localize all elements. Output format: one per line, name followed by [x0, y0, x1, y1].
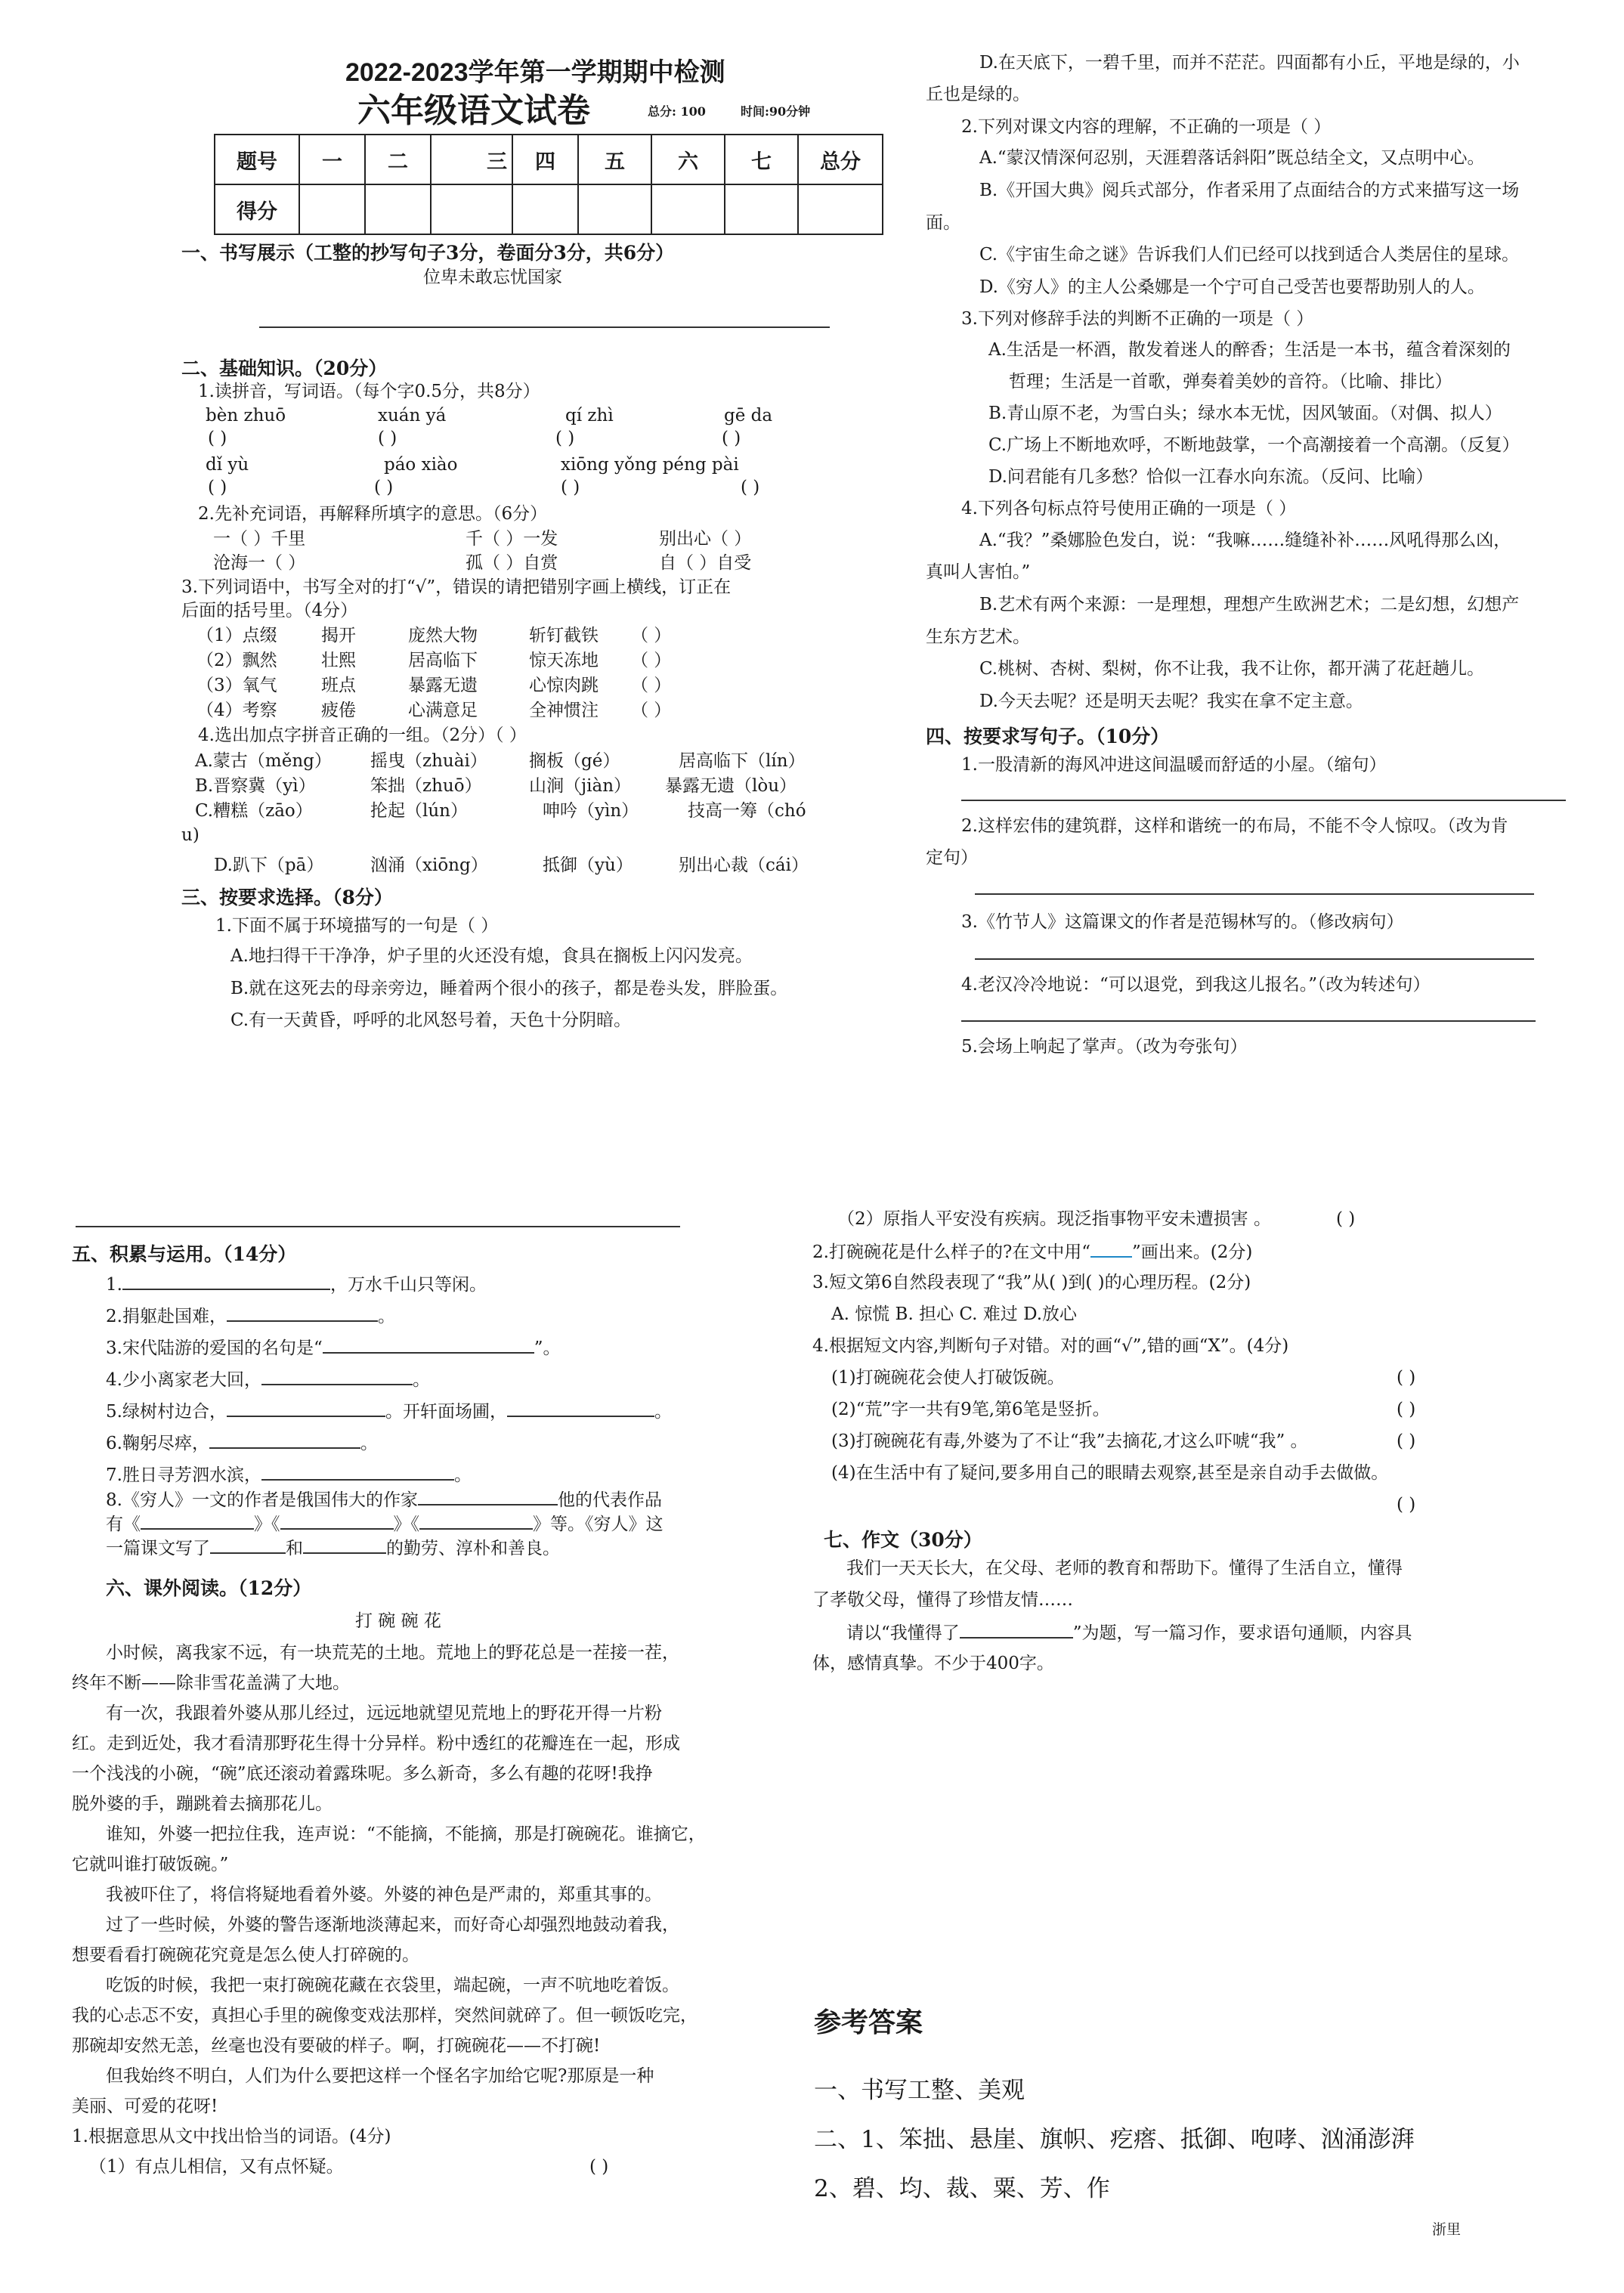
- answer-paren[interactable]: ( ): [208, 478, 227, 497]
- passage-line: 一个浅浅的小碗，“碗”底还滚动着露珠呢。多么新奇，多么有趣的花呀!我挣: [72, 1764, 653, 1784]
- option-item: 技高一筹（chó: [688, 801, 806, 821]
- essay-prompt-line: [846, 1620, 1412, 1645]
- table-cell: 得分: [215, 184, 299, 234]
- question-6-3: 3.短文第6自然段表现了“我”从( )到( )的心理历程。(2分): [812, 1273, 1251, 1292]
- score-cell[interactable]: [299, 184, 365, 234]
- judge-item: (1)打碗碗花会使人打破饭碗。: [831, 1368, 1065, 1388]
- judge-item: (4)在生活中有了疑问,要多用自己的眼睛去观察,甚至是亲自动手去做做。: [831, 1463, 1389, 1483]
- passage-line: 红。走到近处，我才看清那野花生得十分异样。粉中透红的花瓣连在一起，形成: [72, 1734, 680, 1753]
- score-table-header-row: [215, 135, 883, 184]
- question-4-5: 5.会场上响起了掌声。（改为夸张句）: [961, 1037, 1248, 1057]
- fill-blank[interactable]: [280, 1512, 394, 1530]
- option-item: 别出心裁（cái）: [679, 856, 809, 875]
- question-text: 2.打碗碗花是什么样子的?在文中用“: [812, 1242, 1091, 1262]
- option-item-cont: u): [181, 825, 200, 845]
- idiom-blank[interactable]: 一（ ）千里: [213, 529, 306, 549]
- fill-text: 3.宋代陆游的爱国的名句是“: [106, 1338, 323, 1358]
- fill-text: 。: [377, 1307, 395, 1326]
- fill-blank[interactable]: [1090, 1239, 1132, 1258]
- passage-line: 我的心忐忑不安，真担心手里的碗像变戏法那样，突然间就碎了。但一顿饭吃完，: [72, 2006, 698, 2025]
- option-item: 山涧（jiàn）: [529, 776, 632, 796]
- idiom-blank[interactable]: 别出心（ ）: [659, 529, 752, 549]
- word-item: 班点: [321, 676, 356, 695]
- answer-paren[interactable]: ( ): [1397, 1368, 1416, 1388]
- word-item: （1）点缀: [196, 626, 277, 645]
- option-item: B.青山原不老，为雪白头；绿水本无忧，因风皱面。（对偶、拟人）: [988, 404, 1502, 423]
- essay-title-blank[interactable]: [960, 1620, 1073, 1639]
- answer-line-3: 2、碧、均、裁、粟、芳、作: [814, 2175, 1110, 2202]
- section-7-heading: 七、作文（30分）: [824, 1529, 982, 1551]
- question-3-3: 3.下列对修辞手法的判断不正确的一项是（ ）: [961, 309, 1314, 329]
- judge-item: (2)“荒”字一共有9笔,第6笔是竖折。: [831, 1400, 1110, 1419]
- option-item: A.“我？”桑娜脸色发白，说：“我嘛……缝缝补补……风吼得那么凶，: [979, 531, 1511, 550]
- word-item: 斩钉截铁: [529, 626, 599, 645]
- answer-paren[interactable]: ( ): [722, 429, 741, 448]
- question-6-1-2: （2）原指人平安没有疾病。现泛指事物平安未遭损害 。: [837, 1209, 1271, 1229]
- fill-blank[interactable]: [209, 1431, 360, 1449]
- option-item: D.趴下（pā）: [214, 856, 324, 875]
- answer-line[interactable]: [961, 1020, 1536, 1022]
- fill-text: 8.《穷人》一文的作者是俄国伟大的作家: [106, 1490, 418, 1510]
- section-4-heading: 四、按要求写句子。（10分）: [926, 726, 1170, 747]
- fill-text: 一篇课文写了: [106, 1539, 210, 1558]
- word-item: 暴露无遗: [408, 676, 478, 695]
- option-item: 搁板（gé）: [529, 751, 620, 771]
- question-6-2: [812, 1239, 1252, 1264]
- option-item: 暴露无遗（lòu）: [665, 776, 797, 796]
- answer-paren[interactable]: （ ）: [631, 701, 672, 720]
- fill-text: 。开轩面场圃，: [385, 1402, 507, 1422]
- option-item: C.有一天黄昏，呼呼的北风怒号着，天色十分阴暗。: [230, 1010, 632, 1030]
- option-item-cont: 丘也是绿的。: [926, 85, 1030, 104]
- passage-title: 打 碗 碗 花: [355, 1611, 441, 1631]
- option-item: B.艺术有两个来源：一是理想，理想产生欧洲艺术；二是幻想，幻想产: [979, 595, 1520, 614]
- fill-line: [106, 1335, 560, 1360]
- option-item: B.《开国大典》阅兵式部分，作者采用了点面结合的方式来描写这一场: [979, 181, 1520, 200]
- answer-line[interactable]: [961, 800, 1566, 801]
- passage-line: 终年不断——除非雪花盖满了大地。: [72, 1673, 350, 1693]
- answer-paren[interactable]: ( ): [589, 2157, 609, 2177]
- fill-blank[interactable]: [507, 1399, 654, 1417]
- question-2-2: 2.先补充词语，再解释所填字的意思。（6分）: [198, 504, 548, 524]
- idiom-blank[interactable]: 沧海一（ ）: [213, 553, 306, 573]
- table-cell: 总分: [798, 135, 883, 184]
- passage-line: 过了一些时候，外婆的警告逐渐地淡薄起来，而好奇心却强烈地鼓动着我，: [106, 1915, 679, 1935]
- fill-blank[interactable]: [418, 1487, 558, 1505]
- question-6-1: 1.根据意思从文中找出恰当的词语。(4分): [72, 2127, 391, 2146]
- pinyin: páo xiào: [384, 455, 458, 475]
- option-item: A.地扫得干干净净，炉子里的火还没有熄，食具在搁板上闪闪发亮。: [230, 946, 753, 966]
- total-score: 总分: 100: [648, 104, 706, 119]
- section-3-heading: 三、按要求选择。（8分）: [181, 887, 393, 908]
- answer-paren[interactable]: （ ）: [631, 676, 672, 695]
- fill-text: ”。: [534, 1338, 561, 1358]
- passage-line: 小时候，离我家不远，有一块荒芜的土地。荒地上的野花总是一茬接一茬，: [106, 1643, 679, 1663]
- option-item: C.桃树、杏树、梨树，你不让我，我不让你，都开满了花赶趟儿。: [979, 659, 1485, 679]
- table-cell: 三: [431, 135, 512, 184]
- answer-paren[interactable]: ( ): [1397, 1495, 1416, 1515]
- option-item-cont: 哲理；生活是一首歌，弹奏着美妙的音符。（比喻、排比）: [1009, 372, 1452, 391]
- question-4-4: 4.老汉冷冷地说：“可以退党，到我这儿报名。”（改为转述句）: [961, 975, 1431, 995]
- pinyin: xuán yá: [378, 406, 447, 425]
- option-item: 抡起（lún）: [370, 801, 468, 821]
- word-item: 惊天冻地: [529, 651, 599, 670]
- fill-line: [106, 1431, 378, 1455]
- table-cell: 四: [512, 135, 578, 184]
- table-cell: 六: [651, 135, 725, 184]
- pinyin: dǐ yù: [206, 455, 249, 475]
- section-6-heading: 六、课外阅读。（12分）: [106, 1577, 312, 1599]
- score-table-score-row: [215, 184, 883, 234]
- idiom-blank[interactable]: 千（ ）一发: [466, 529, 558, 549]
- word-item: 疲倦: [321, 701, 356, 720]
- fill-text: 1.: [106, 1275, 122, 1295]
- fill-text: 和: [286, 1539, 303, 1558]
- word-item: 居高临下: [408, 651, 478, 670]
- essay-prompt-line: 了孝敬父母，懂得了珍惜友情……: [812, 1590, 1073, 1610]
- fill-line: [106, 1536, 560, 1560]
- option-item: 笨拙（zhuō）: [370, 776, 482, 796]
- question-4-1: 1.一股清新的海风冲进这间温暖而舒适的小屋。（缩句）: [961, 755, 1387, 775]
- question-3-4: 4.下列各句标点符号使用正确的一项是（ ）: [961, 499, 1297, 518]
- answer-paren[interactable]: ( ): [741, 478, 760, 497]
- fill-text: 》《: [393, 1515, 419, 1534]
- fill-text: 4.少小离家老大回，: [106, 1370, 261, 1390]
- option-item: 呻吟（yìn）: [543, 801, 639, 821]
- judge-item: (3)打碗碗花有毒,外婆为了不让“我”去摘花,才这么吓唬“我” 。: [831, 1431, 1308, 1451]
- option-item: D.今天去呢？还是明天去呢？我实在拿不定主意。: [979, 692, 1363, 711]
- option-item-cont: 面。: [926, 213, 960, 233]
- fill-text: ，万水千山只等闲。: [329, 1275, 487, 1295]
- passage-line: 我被吓住了，将信将疑地看着外婆。外婆的神色是严肃的，郑重其事的。: [106, 1885, 662, 1905]
- score-cell[interactable]: [512, 184, 578, 234]
- table-cell: 一: [299, 135, 365, 184]
- question-2-4: 4.选出加点字拼音正确的一组。（2分）（ ）: [198, 726, 527, 745]
- question-3-1: 1.下面不属于环境描写的一句是（ ）: [215, 916, 499, 936]
- fill-blank[interactable]: [303, 1536, 386, 1554]
- word-item: （3）氧气: [196, 676, 277, 695]
- score-cell[interactable]: [431, 184, 512, 234]
- option-item: B.就在这死去的母亲旁边，睡着两个很小的孩子，都是卷头发，胖脸蛋。: [230, 979, 788, 998]
- essay-prompt-text: 请以“我懂得了: [846, 1623, 960, 1643]
- passage-line: 美丽、可爱的花呀!: [72, 2097, 218, 2116]
- pinyin: xiōng yǒng péng pài: [561, 455, 739, 475]
- option-item: D.在天底下，一碧千里，而并不茫茫。四面都有小丘，平地是绿的，小: [979, 53, 1520, 73]
- answer-paren[interactable]: ( ): [555, 429, 575, 448]
- answer-paren[interactable]: ( ): [1397, 1400, 1416, 1419]
- fill-text: 7.胜日寻芳泗水滨，: [106, 1465, 261, 1485]
- fill-blank[interactable]: [227, 1304, 378, 1322]
- word-item: 庞然大物: [408, 626, 478, 645]
- fill-text: 》《: [254, 1515, 280, 1534]
- option-item: A.蒙古（měng）: [195, 751, 332, 771]
- question-6-4: 4.根据短文内容,判断句子对错。对的画“√”,错的画“X”。(4分): [812, 1336, 1289, 1356]
- copy-answer-line[interactable]: [259, 326, 830, 328]
- option-item: B.晋察冀（yì）: [195, 776, 316, 796]
- fill-text: 。: [412, 1370, 430, 1390]
- answer-line[interactable]: [975, 958, 1534, 960]
- fill-text: 》等。《穷人》这: [533, 1515, 664, 1534]
- word-item: 心惊肉跳: [529, 676, 599, 695]
- section-2-heading: 二、基础知识。（20分）: [181, 357, 388, 379]
- fill-text: 。: [360, 1434, 378, 1453]
- passage-line: 脱外婆的手，蹦跳着去摘那花儿。: [72, 1794, 333, 1814]
- score-cell[interactable]: [578, 184, 651, 234]
- answer-paren[interactable]: ( ): [1397, 1431, 1416, 1451]
- fill-blank[interactable]: [122, 1272, 330, 1290]
- pinyin: qí zhì: [565, 406, 614, 425]
- option-item: C.糟糕（zāo）: [195, 801, 313, 821]
- option-item: 抵御（yù）: [543, 856, 633, 875]
- fill-line: [106, 1272, 487, 1296]
- idiom-blank[interactable]: 自（ ）自受: [659, 553, 752, 573]
- option-item: A.生活是一杯酒，散发着迷人的醉香；生活是一本书，蕴含着深刻的: [988, 340, 1511, 360]
- answer-paren[interactable]: （ ）: [631, 626, 672, 645]
- answer-line[interactable]: [76, 1226, 680, 1227]
- score-table: [214, 134, 883, 235]
- question-2-3-cont: 后面的括号里。（4分）: [181, 601, 358, 620]
- word-item: 揭开: [321, 626, 356, 645]
- question-6-1-1: （1）有点儿相信，又有点怀疑。: [89, 2157, 344, 2177]
- table-cell: 五: [578, 135, 651, 184]
- answer-paren[interactable]: ( ): [1336, 1209, 1356, 1229]
- fill-line: [106, 1512, 664, 1536]
- option-item: 汹涌（xiōng）: [370, 856, 488, 875]
- fill-blank[interactable]: [261, 1367, 413, 1385]
- score-cell[interactable]: [365, 184, 431, 234]
- essay-prompt-text: ”为题，写一篇习作，要求语句通顺，内容具: [1072, 1623, 1412, 1643]
- fill-text: 2.捐躯赴国难，: [106, 1307, 227, 1326]
- option-item: 居高临下（lín）: [679, 751, 806, 771]
- essay-prompt-line: 体，感情真挚。不少于400字。: [812, 1654, 1054, 1673]
- fill-blank[interactable]: [261, 1462, 454, 1481]
- table-cell: 题号: [215, 135, 299, 184]
- question-text: ”画出来。(2分): [1132, 1242, 1253, 1262]
- question-4-2: 2.这样宏伟的建筑群，这样和谐统一的布局，不能不令人惊叹。（改为肯: [961, 816, 1508, 836]
- fill-blank[interactable]: [419, 1512, 533, 1530]
- score-cell[interactable]: [651, 184, 725, 234]
- answer-key-title: 参考答案: [814, 2007, 923, 2038]
- score-cell[interactable]: [798, 184, 883, 234]
- fill-text: 他的代表作品: [557, 1490, 662, 1510]
- word-item: 全神惯注: [529, 701, 599, 720]
- answer-line[interactable]: [975, 893, 1534, 895]
- fill-line: [106, 1399, 672, 1423]
- option-item: C.广场上不断地欢呼，不断地鼓掌，一个高潮接着一个高潮。（反复）: [988, 435, 1520, 455]
- question-6-3-options: A. 惊慌 B. 担心 C. 难过 D.放心: [831, 1304, 1078, 1324]
- option-item: D.《穷人》的主人公桑娜是一个宁可自己受苦也要帮助别人的人。: [979, 277, 1485, 297]
- option-item: D.问君能有几多愁？恰似一江春水向东流。（反问、比喻）: [988, 467, 1434, 487]
- pinyin: gē da: [724, 406, 773, 425]
- option-item-cont: 真叫人害怕。”: [926, 562, 1031, 582]
- fill-line: [106, 1367, 430, 1391]
- passage-line: 吃饭的时候，我把一束打碗碗花藏在衣袋里，端起碗，一声不吭地吃着饭。: [106, 1976, 679, 1995]
- footer-mark: 浙里: [1432, 2221, 1462, 2238]
- answer-paren[interactable]: （ ）: [631, 651, 672, 670]
- question-2-1: 1.读拼音，写词语。（每个字0.5分，共8分）: [198, 382, 540, 401]
- fill-line: [106, 1487, 662, 1512]
- passage-line: 那碗却安然无恙，丝毫也没有要破的样子。啊，打碗碗花——不打碗!: [72, 2036, 601, 2056]
- exam-time: 时间:90分钟: [741, 104, 811, 119]
- fill-text: 的勤劳、淳朴和善良。: [386, 1539, 560, 1558]
- option-item: A.“蒙汉情深何忍别，天涯碧落话斜阳”既总结全文，又点明中心。: [979, 148, 1485, 168]
- pinyin: bèn zhuō: [206, 406, 286, 425]
- table-cell: 二: [365, 135, 431, 184]
- answer-paren[interactable]: ( ): [374, 478, 394, 497]
- word-item: （2）飘然: [196, 651, 277, 670]
- essay-prompt-line: 我们一天天长大，在父母、老师的教育和帮助下。懂得了生活自立，懂得: [846, 1558, 1403, 1578]
- fill-blank[interactable]: [323, 1335, 534, 1354]
- exam-title: 六年级语文试卷: [357, 91, 590, 130]
- fill-blank[interactable]: [210, 1536, 286, 1554]
- passage-line: 有一次，我跟着外婆从那儿经过，远远地就望见荒地上的野花开得一片粉: [106, 1704, 662, 1723]
- option-item: 摇曳（zhuài）: [370, 751, 487, 771]
- word-item: 壮熙: [321, 651, 356, 670]
- idiom-blank[interactable]: 孤（ ）自赏: [466, 553, 558, 573]
- exam-year-title: 2022-2023学年第一学期期中检测: [345, 58, 725, 87]
- fill-text: 有《: [106, 1515, 141, 1534]
- fill-blank[interactable]: [227, 1399, 385, 1417]
- section-5-heading: 五、积累与运用。（14分）: [72, 1243, 297, 1265]
- fill-line: [106, 1304, 395, 1328]
- fill-blank[interactable]: [141, 1512, 254, 1530]
- fill-text: 6.鞠躬尽瘁，: [106, 1434, 209, 1453]
- passage-line: 谁知，外婆一把拉住我，连声说：“不能摘，不能摘，那是打碗碗花。谁摘它，: [106, 1824, 706, 1844]
- option-item: C.《宇宙生命之谜》告诉我们人们已经可以找到适合人类居住的星球。: [979, 245, 1520, 265]
- answer-paren[interactable]: ( ): [561, 478, 580, 497]
- question-4-2-cont: 定句）: [926, 848, 978, 868]
- fill-text: 5.绿树村边合，: [106, 1402, 227, 1422]
- copy-sentence: 位卑未敢忘忧国家: [423, 268, 562, 287]
- score-cell[interactable]: [725, 184, 798, 234]
- fill-text: 。: [654, 1402, 672, 1422]
- option-item-cont: 生东方艺术。: [926, 627, 1030, 647]
- passage-line: 它就叫谁打破饭碗。”: [72, 1855, 229, 1874]
- word-item: 心满意足: [408, 701, 478, 720]
- word-item: （4）考察: [196, 701, 277, 720]
- question-3-2: 2.下列对课文内容的理解，不正确的一项是（ ）: [961, 117, 1332, 137]
- answer-paren[interactable]: ( ): [208, 429, 227, 448]
- section-1-heading: 一、书写展示（工整的抄写句子3分，卷面分3分，共6分）: [181, 242, 675, 264]
- answer-line-1: 一、书写工整、美观: [814, 2077, 1025, 2104]
- fill-text: 。: [453, 1465, 472, 1485]
- passage-line: 想要看看打碗碗花究竟是怎么使人打碎碗的。: [72, 1945, 419, 1965]
- passage-line: 但我始终不明白，人们为什么要把这样一个怪名字加给它呢?那原是一种: [106, 2066, 654, 2086]
- answer-line-2: 二、1、笨拙、悬崖、旗帜、疙瘩、抵御、咆哮、汹涌澎湃: [814, 2126, 1415, 2153]
- question-2-3: 3.下列词语中，书写全对的打“√”，错误的请把错别字画上横线，订正在: [181, 577, 732, 597]
- fill-line: [106, 1462, 472, 1487]
- answer-paren[interactable]: ( ): [378, 429, 397, 448]
- question-4-3: 3.《竹节人》这篇课文的作者是范锡林写的。（修改病句）: [961, 912, 1404, 932]
- table-cell: 七: [725, 135, 798, 184]
